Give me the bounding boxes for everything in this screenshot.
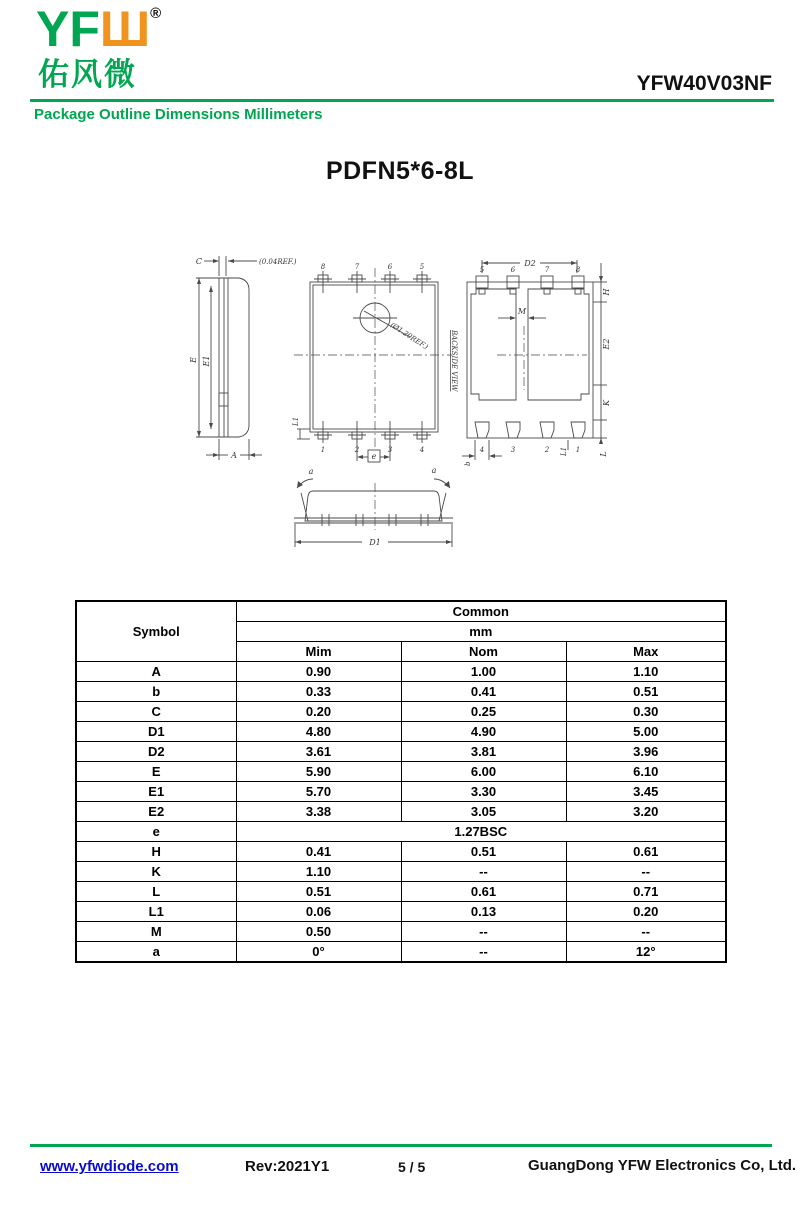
table-row — [76, 762, 726, 782]
circle-ref-label: (Ø1.20REF.) — [388, 320, 430, 352]
symbol-cell: b — [76, 682, 236, 702]
min-cell: 4.80 — [236, 722, 401, 742]
pin-number: 4 — [419, 446, 425, 454]
company-logo — [36, 1, 162, 57]
package-title: PDFN5*6-8L — [325, 157, 475, 185]
symbol-cell: H — [76, 842, 236, 862]
pin-number: 1 — [575, 446, 581, 454]
pin-number: 2 — [544, 446, 550, 454]
pin-number: 6 — [387, 263, 393, 271]
symbol-cell: L — [76, 882, 236, 902]
angle-label-right: a — [431, 466, 437, 475]
pin-number: 7 — [544, 266, 550, 274]
table-row — [76, 662, 726, 682]
pin-number: 2 — [354, 446, 360, 454]
pin-number: 5 — [419, 263, 425, 271]
max-cell: 0.61 — [566, 842, 726, 862]
min-cell: 0.33 — [236, 682, 401, 702]
table-row — [76, 922, 726, 942]
symbol-cell: L1 — [76, 902, 236, 922]
max-cell: -- — [566, 862, 726, 882]
symbol-cell: a — [76, 942, 236, 963]
page-subtitle: Package Outline Dimensions Millimeters — [34, 106, 323, 123]
table-row — [76, 742, 726, 762]
span-cell: 1.27BSC — [236, 822, 726, 842]
page-number: 5 / 5 — [398, 1159, 426, 1175]
col-header-common: Common — [236, 601, 726, 622]
pin-number: 5 — [479, 266, 485, 274]
dim-label-b: b — [464, 461, 472, 466]
min-cell: 3.61 — [236, 742, 401, 762]
footer-divider — [30, 1144, 772, 1147]
dim-label-e: E — [189, 357, 198, 363]
nom-cell: 3.81 — [401, 742, 566, 762]
symbol-cell: K — [76, 862, 236, 882]
nom-cell: 6.00 — [401, 762, 566, 782]
pin-number: 3 — [510, 446, 516, 454]
table-row — [76, 782, 726, 802]
max-cell: 0.71 — [566, 882, 726, 902]
max-cell: 5.00 — [566, 722, 726, 742]
pin-number: 8 — [575, 266, 581, 274]
angle-label-left: a — [308, 467, 314, 476]
symbol-cell: D2 — [76, 742, 236, 762]
symbol-cell: E1 — [76, 782, 236, 802]
max-cell: 1.10 — [566, 662, 726, 682]
ref-label-004: (0.04REF.) — [259, 258, 297, 266]
table-row — [76, 802, 726, 822]
registered-trademark-icon: ® — [150, 5, 162, 22]
table-row — [76, 702, 726, 722]
dim-label-l1: L1 — [292, 416, 300, 426]
col-header-max: Max — [566, 642, 726, 662]
bottom-profile-view — [294, 466, 453, 547]
table-row — [76, 882, 726, 902]
min-cell: 0.06 — [236, 902, 401, 922]
min-cell: 5.70 — [236, 782, 401, 802]
col-header-symbol: Symbol — [76, 601, 236, 662]
min-cell: 0.50 — [236, 922, 401, 942]
dim-label-d2: D2 — [524, 259, 536, 268]
col-header-unit: mm — [236, 622, 726, 642]
nom-cell: 4.90 — [401, 722, 566, 742]
dim-label-e1: E1 — [202, 355, 211, 367]
dim-label-c: C — [195, 257, 202, 266]
min-cell: 0.41 — [236, 842, 401, 862]
max-cell: 0.20 — [566, 902, 726, 922]
nom-cell: 0.25 — [401, 702, 566, 722]
dim-label-e-pitch: e — [371, 452, 377, 461]
revision-label: Rev:2021Y1 — [245, 1158, 330, 1175]
max-cell: 3.20 — [566, 802, 726, 822]
max-cell: 0.51 — [566, 682, 726, 702]
logo-w-glyph: Ш — [99, 1, 151, 57]
symbol-cell: e — [76, 822, 236, 842]
nom-cell: 0.51 — [401, 842, 566, 862]
nom-cell: 3.05 — [401, 802, 566, 822]
table-header-row — [76, 601, 726, 622]
nom-cell: -- — [401, 922, 566, 942]
backside-view-label: BACKSIDE VIEW — [450, 330, 458, 392]
nom-cell: 0.41 — [401, 682, 566, 702]
symbol-cell: C — [76, 702, 236, 722]
website-link[interactable]: www.yfwdiode.com — [40, 1158, 179, 1175]
backside-view — [462, 259, 611, 466]
symbol-cell: D1 — [76, 722, 236, 742]
dim-label-m: M — [517, 307, 527, 316]
header-divider — [30, 99, 774, 102]
nom-cell: 1.00 — [401, 662, 566, 682]
max-cell: 6.10 — [566, 762, 726, 782]
symbol-cell: E — [76, 762, 236, 782]
dimension-table — [75, 600, 727, 963]
side-view — [189, 256, 297, 460]
pin-number: 4 — [479, 446, 485, 454]
part-number: YFW40V03NF — [636, 72, 772, 95]
nom-cell: 0.61 — [401, 882, 566, 902]
table-row — [76, 822, 726, 842]
dim-label-e2: E2 — [602, 338, 611, 350]
table-row — [76, 942, 726, 963]
pin-number: 7 — [354, 263, 360, 271]
dim-label-k: K — [602, 400, 611, 406]
min-cell: 0.20 — [236, 702, 401, 722]
logo-chinese-name: 佑风微 — [38, 57, 137, 92]
dim-label-a: A — [231, 451, 237, 460]
dim-label-l: L — [599, 451, 608, 457]
nom-cell: 3.30 — [401, 782, 566, 802]
table-row — [76, 722, 726, 742]
pin-number: 8 — [320, 263, 326, 271]
table-row — [76, 682, 726, 702]
pin-number: 6 — [510, 266, 516, 274]
dim-label-l1-back: L1 — [560, 446, 568, 456]
col-header-min: Mim — [236, 642, 401, 662]
dim-label-h: H — [602, 288, 611, 296]
min-cell: 5.90 — [236, 762, 401, 782]
package-outline-drawing — [0, 230, 800, 560]
nom-cell: -- — [401, 942, 566, 963]
min-cell: 0.90 — [236, 662, 401, 682]
symbol-cell: A — [76, 662, 236, 682]
min-cell: 3.38 — [236, 802, 401, 822]
max-cell: 3.96 — [566, 742, 726, 762]
pin-number: 3 — [387, 446, 393, 454]
symbol-cell: E2 — [76, 802, 236, 822]
max-cell: 12° — [566, 942, 726, 963]
min-cell: 0.51 — [236, 882, 401, 902]
company-name: GuangDong YFW Electronics Co, Ltd. — [528, 1157, 797, 1174]
nom-cell: 0.13 — [401, 902, 566, 922]
min-cell: 1.10 — [236, 862, 401, 882]
pin-number: 1 — [320, 446, 326, 454]
table-row — [76, 842, 726, 862]
nom-cell: -- — [401, 862, 566, 882]
max-cell: 3.45 — [566, 782, 726, 802]
logo-yf-text: YF — [36, 1, 100, 57]
top-view — [292, 263, 452, 462]
col-header-nom: Nom — [401, 642, 566, 662]
table-row — [76, 862, 726, 882]
table-row — [76, 902, 726, 922]
min-cell: 0° — [236, 942, 401, 963]
dim-label-d1: D1 — [369, 538, 381, 547]
max-cell: 0.30 — [566, 702, 726, 722]
max-cell: -- — [566, 922, 726, 942]
symbol-cell: M — [76, 922, 236, 942]
